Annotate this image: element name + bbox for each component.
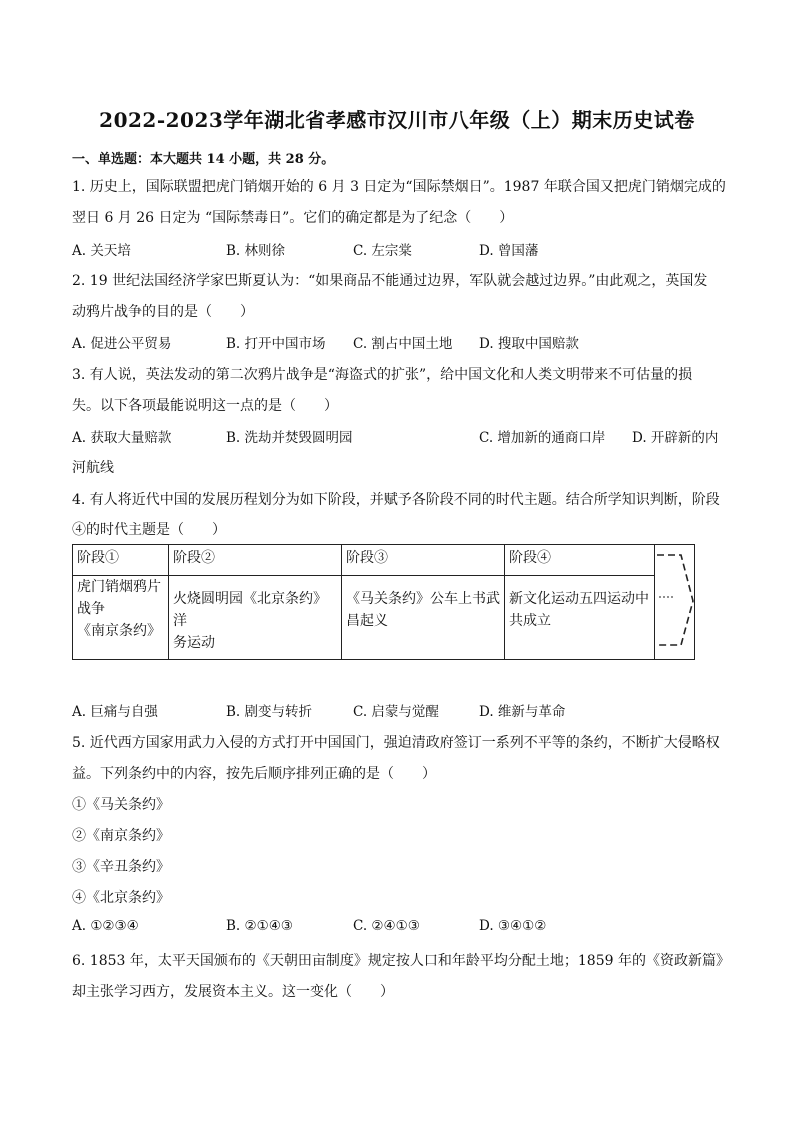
q4-line-1: 4. 有人将近代中国的发展历程划分为如下阶段，并赋予各阶段不同的时代主题。结合所学知识判断，阶段 — [72, 492, 720, 508]
q5-option-a[interactable]: A. ①②③④ — [72, 918, 139, 934]
q5-item-2: ②《南京条约》 — [72, 828, 170, 844]
q1-option-c[interactable]: C. 左宗棠 — [353, 243, 412, 259]
stage-3-line-1: 《马关条约》公车上书武 — [346, 591, 500, 607]
stage-4-line-1: 新文化运动五四运动中 — [509, 591, 649, 607]
stage-2-line-2: 务运动 — [173, 635, 215, 651]
q5-option-d[interactable]: D. ③④①② — [479, 918, 547, 934]
stages-content-row — [73, 576, 695, 660]
q2-option-d[interactable]: D. 搜取中国赔款 — [479, 336, 579, 352]
stage-3-content — [342, 576, 505, 660]
arrow-cell — [655, 545, 695, 660]
q5-line-2: 益。下列条约中的内容，按先后顺序排列正确的是（ ） — [72, 766, 436, 782]
section-heading: 一、单选题：本大题共 14 小题，共 28 分。 — [72, 152, 335, 167]
q5-item-3: ③《辛丑条约》 — [72, 859, 170, 875]
stage-1-line-1: 虎门销烟鸦片 — [77, 579, 161, 595]
q4-option-c[interactable]: C. 启蒙与觉醒 — [353, 704, 439, 720]
q3-option-a[interactable]: A. 获取大量赔款 — [72, 430, 172, 446]
stage-2-header: 阶段② — [169, 545, 342, 576]
stage-1-line-2: 战争 — [77, 601, 105, 617]
q1-option-d[interactable]: D. 曾国藩 — [479, 243, 539, 259]
q6-line-1: 6. 1853 年，太平天国颁布的《天朝田亩制度》规定按人口和年龄平均分配土地；1859 年的《资政新篇》 — [72, 953, 730, 969]
q1-line-2: 翌日 6 月 26 日定为 “国际禁毒日”。它们的确定都是为了纪念（ ） — [72, 210, 514, 226]
q3-option-d[interactable]: D. 开辟新的内 — [632, 430, 719, 446]
stage-2-line-1: 火烧圆明园《北京条约》洋 — [173, 591, 327, 629]
q3-line-1: 3. 有人说，英法发动的第二次鸦片战争是“海盗式的扩张”，给中国文化和人类文明带来不可估量的损 — [72, 367, 693, 383]
stage-4-header: 阶段④ — [505, 545, 655, 576]
stage-3-line-2: 昌起义 — [346, 613, 388, 629]
q2-line-2: 动鸦片战争的目的是（ ） — [72, 304, 254, 320]
q6-line-2: 却主张学习西方，发展资本主义。这一变化（ ） — [72, 984, 394, 1000]
q2-option-c[interactable]: C. 割占中国土地 — [353, 336, 453, 352]
q4-line-2: ④的时代主题是（ ） — [72, 522, 226, 538]
q3-line-2: 失。以下各项最能说明这一点的是（ ） — [72, 398, 338, 414]
stage-4-content — [505, 576, 655, 660]
stages-table — [72, 544, 695, 660]
q5-line-1: 5. 近代西方国家用武力入侵的方式打开中国国门，强迫清政府签订一系列不平等的条约，不断扩大侵略权 — [72, 735, 720, 751]
q5-option-b[interactable]: B. ②①④③ — [226, 918, 293, 934]
q5-item-1: ①《马关条约》 — [72, 797, 170, 813]
q3-option-d-wrap: 河航线 — [72, 460, 114, 476]
q4-option-b[interactable]: B. 剧变与转折 — [226, 704, 313, 720]
q2-line-1: 2. 19 世纪法国经济学家巴斯夏认为：“如果商品不能通过边界，军队就会越过边界。”由此观之，英国发 — [72, 273, 708, 289]
stage-1-header: 阶段① — [73, 545, 169, 576]
q2-option-a[interactable]: A. 促进公平贸易 — [72, 336, 172, 352]
q4-option-a[interactable]: A. 巨痛与自强 — [72, 704, 158, 720]
q2-option-b[interactable]: B. 打开中国市场 — [226, 336, 326, 352]
stage-1-line-3: 《南京条约》 — [77, 623, 161, 639]
q1-line-1: 1. 历史上，国际联盟把虎门销烟开始的 6 月 3 日定为“国际禁烟日”。1987 年联合国又把虎门销烟完成的 — [72, 179, 726, 195]
dashed-arrow-icon — [655, 545, 695, 659]
q1-option-a[interactable]: A. 关天培 — [72, 243, 131, 259]
q5-option-c[interactable]: C. ②④①③ — [353, 918, 420, 934]
q3-option-c[interactable]: C. 增加新的通商口岸 — [479, 430, 606, 446]
stage-2-content — [169, 576, 342, 660]
stage-3-header: 阶段③ — [342, 545, 505, 576]
stage-1-content — [73, 576, 169, 660]
stage-4-line-2: 共成立 — [509, 613, 551, 629]
stages-header-row — [73, 545, 695, 576]
q5-item-4: ④《北京条约》 — [72, 890, 170, 906]
q4-option-d[interactable]: D. 维新与革命 — [479, 704, 566, 720]
q3-option-b[interactable]: B. 洗劫并焚毁圆明园 — [226, 430, 353, 446]
q1-option-b[interactable]: B. 林则徐 — [226, 243, 286, 259]
exam-title: 2022-2023学年湖北省孝感市汉川市八年级（上）期末历史试卷 — [99, 108, 695, 132]
